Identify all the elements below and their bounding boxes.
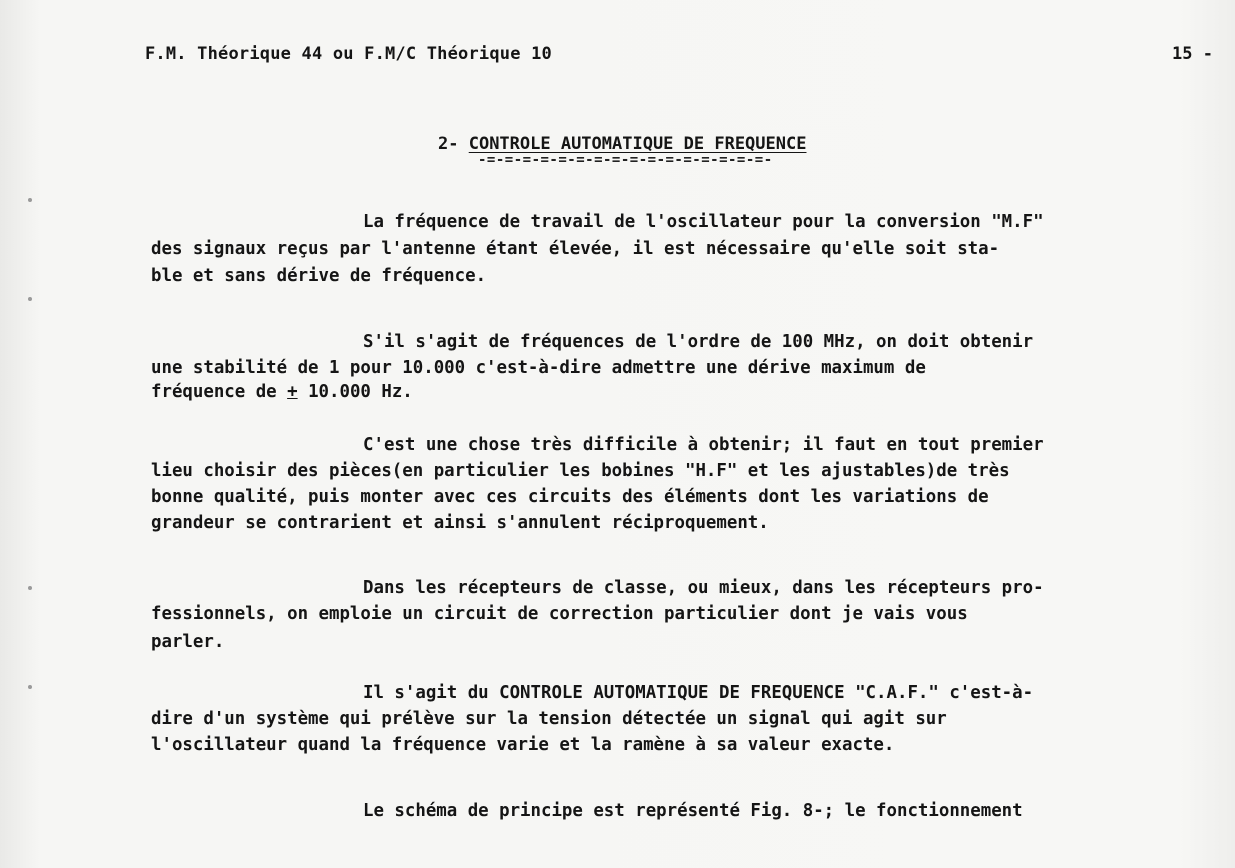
page-number: 15 - xyxy=(1172,44,1213,64)
margin-speck xyxy=(28,297,32,301)
paragraph-3-line-2: lieu choisir des pièces(en particulier les bobines "H.F" et les ajustables)de très xyxy=(151,461,1010,481)
paragraph-4-line-3: parler. xyxy=(151,632,225,652)
paragraph-2-line-2: une stabilité de 1 pour 10.000 c'est-à-dire admettre une dérive maximum de xyxy=(151,358,926,378)
plus-minus-sign: + xyxy=(287,382,298,402)
paragraph-5-line-1: Il s'agit du CONTROLE AUTOMATIQUE DE FREQUENCE "C.A.F." c'est-à- xyxy=(363,683,1034,703)
section-heading xyxy=(438,134,806,154)
margin-speck xyxy=(28,685,32,689)
paragraph-1-line-2: des signaux reçus par l'antenne étant élevée, il est nécessaire qu'elle soit sta- xyxy=(151,239,1000,259)
margin-speck xyxy=(28,198,32,202)
paragraph-1-line-3: ble et sans dérive de fréquence. xyxy=(151,266,487,286)
margin-speck xyxy=(28,586,32,590)
section-title: CONTROLE AUTOMATIQUE DE FREQUENCE xyxy=(468,134,807,154)
paragraph-1-line-1: La fréquence de travail de l'oscillateur pour la conversion "M.F" xyxy=(363,212,1044,232)
paragraph-2-line-3-start: fréquence de xyxy=(151,382,288,402)
paragraph-2-line-3 xyxy=(151,384,413,401)
paragraph-4-line-1: Dans les récepteurs de classe, ou mieux, dans les récepteurs pro- xyxy=(363,578,1044,598)
section-title-ornament: -=-=-=-=-=-=-=-=-=-=-=-=-=-=-=-=- xyxy=(478,152,773,168)
paragraph-5-line-2: dire d'un système qui prélève sur la tension détectée un signal qui agit sur xyxy=(151,709,947,729)
paragraph-3-line-1: C'est une chose très difficile à obtenir; il faut en tout premier xyxy=(363,435,1044,455)
page-header-title: F.M. Théorique 44 ou F.M/C Théorique 10 xyxy=(145,44,552,64)
paragraph-4-line-2: fessionnels, on emploie un circuit de correction particulier dont je vais vous xyxy=(151,604,968,624)
paragraph-6-line-1: Le schéma de principe est représenté Fig. 8-; le fonctionnement xyxy=(363,801,1023,821)
paragraph-2-line-1: S'il s'agit de fréquences de l'ordre de 100 MHz, on doit obtenir xyxy=(363,332,1034,352)
paragraph-3-line-4: grandeur se contrarient et ainsi s'annulent réciproquement. xyxy=(151,513,769,533)
paragraph-5-line-3: l'oscillateur quand la fréquence varie et la ramène à sa valeur exacte. xyxy=(151,735,895,755)
paragraph-3-line-3: bonne qualité, puis monter avec ces circuits des éléments dont les variations de xyxy=(151,487,989,507)
paragraph-2-line-3-end: 10.000 Hz. xyxy=(297,382,413,402)
section-number: 2- xyxy=(438,134,469,154)
